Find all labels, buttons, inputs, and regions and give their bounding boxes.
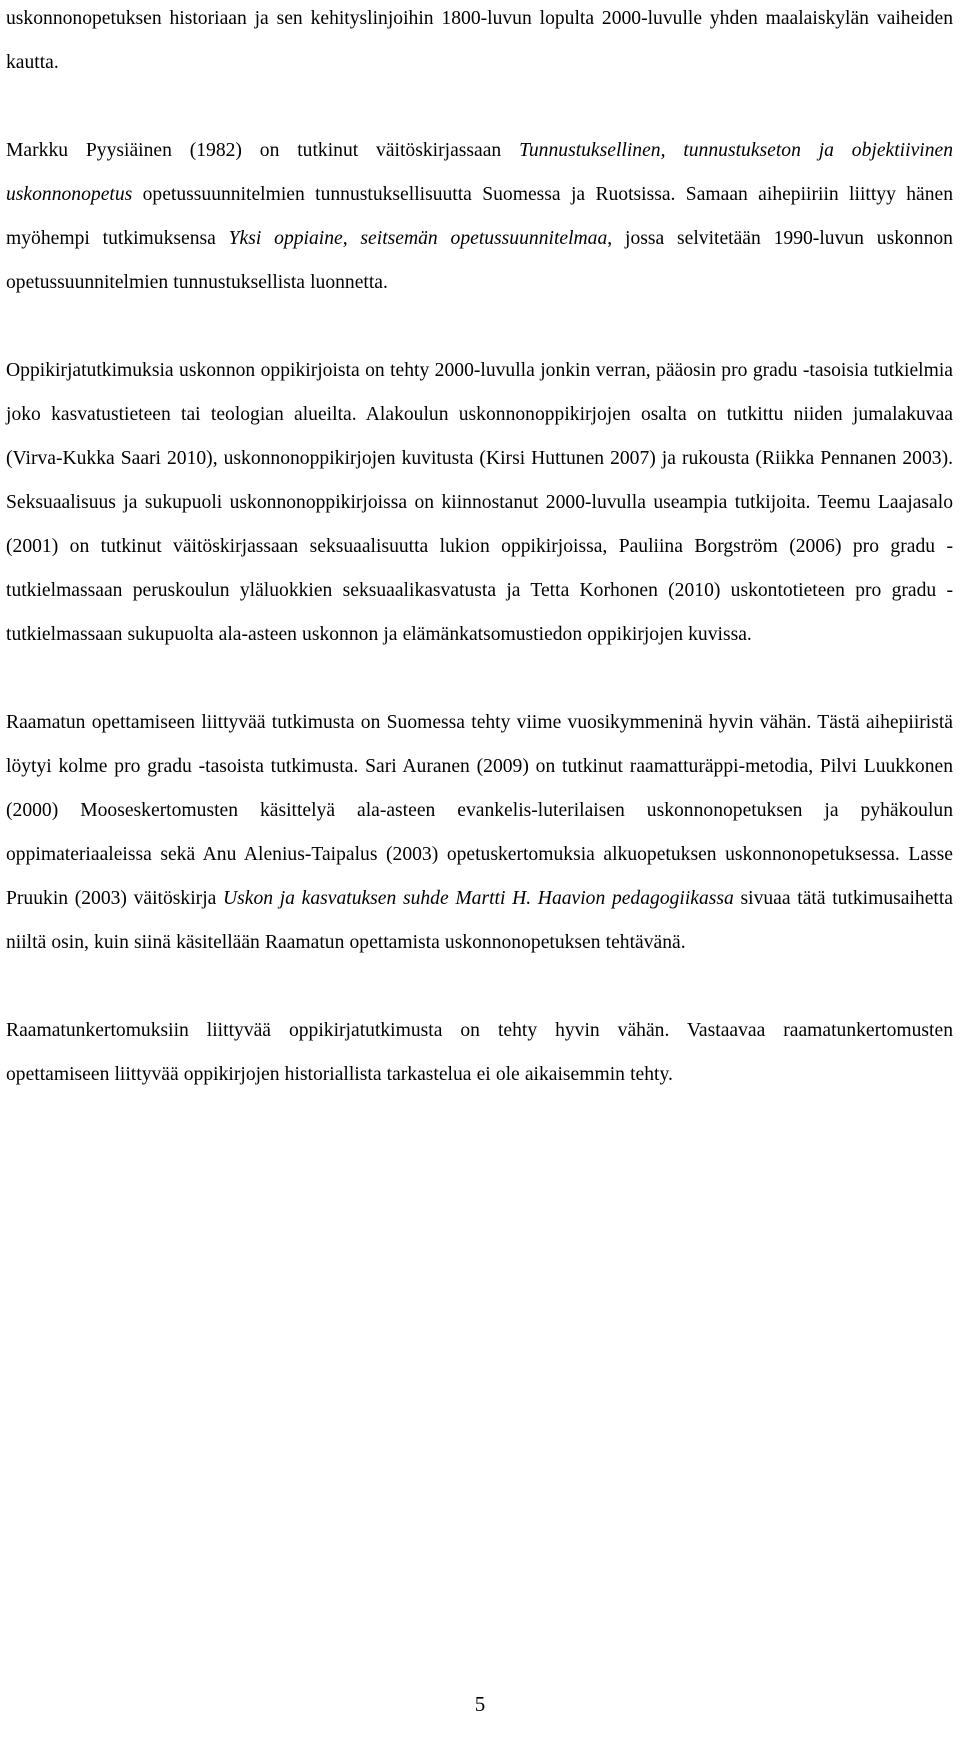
- document-page: [6, 0, 953, 1097]
- paragraph-4-title: Uskon ja kasvatuksen suhde Martti H. Haavion pedagogiikassa: [223, 888, 734, 909]
- paragraph-3: [6, 349, 953, 657]
- paragraph-4-text-b: sivuaa tätä tutkimusaihetta niiltä osin, kuin siinä käsitellään Raamatun opettamista uskonnonopetuksen tehtävänä.: [6, 888, 953, 953]
- paragraph-gap: [6, 305, 953, 349]
- paragraph-2-text-c: , jossa selvitetään 1990-luvun uskonnon opetussuunnitelmien tunnustuksellista luonnetta.: [6, 228, 953, 293]
- paragraph-gap: [6, 657, 953, 701]
- paragraph-4-text-a: Raamatun opettamiseen liittyvää tutkimusta on Suomessa tehty viime vuosikymmeninä hyvin vähän. Tästä aihepiiristä löytyi kolme pro gradu -tasoista tutkimusta. Sari Auranen (2009) on tutkinut raamatturäppi-metodia, Pilvi Luukkonen (2000) Mooseskertomusten käsittelyä ala-asteen evankelis-luterilaisen uskonnonopetuksen ja pyhäkoulun oppimateriaaleissa sekä Anu Alenius-Taipalus (2003) opetuskertomuksia alkuopetuksen uskonnonopetuksessa. Lasse Pruukin (2003) väitöskirja: [6, 712, 953, 909]
- paragraph-4: [6, 701, 953, 965]
- paragraph-5: [6, 1009, 953, 1097]
- paragraph-2-text-b: opetussuunnitelmien tunnustuksellisuutta Suomessa ja Ruotsissa. Samaan aihepiiriin liittyy hänen myöhempi tutkimuksensa: [6, 184, 953, 249]
- paragraph-2-title-2: Yksi oppiaine, seitsemän opetussuunnitelmaa: [228, 228, 608, 249]
- paragraph-2: [6, 129, 953, 305]
- paragraph-2-text-a: Markku Pyysiäinen (1982) on tutkinut väitöskirjassaan: [6, 140, 520, 161]
- paragraph-2-title-1: Tunnustuksellinen, tunnustukseton ja objektiivinen uskonnonopetus: [6, 140, 953, 205]
- paragraph-1-text: uskonnonopetuksen historiaan ja sen kehityslinjoihin 1800-luvun lopulta 2000-luvulle yhden maalaiskylän vaiheiden kautta.: [6, 8, 953, 73]
- page-number: 5: [474, 1692, 486, 1716]
- paragraph-3-text: Oppikirjatutkimuksia uskonnon oppikirjoista on tehty 2000-luvulla jonkin verran, pääosin pro gradu -tasoisia tutkielmia joko kasvatustieteen tai teologian alueilta. Alakoulun uskonnonoppikirjojen osalta on tutkittu niiden jumalakuvaa (Virva-Kukka Saari 2010), uskonnonoppikirjojen kuvitusta (Kirsi Huttunen 2007) ja rukousta (Riikka Pennanen 2003). Seksuaalisuus ja sukupuoli uskonnonoppikirjoissa on kiinnostanut 2000-luvulla useampia tutkijoita. Teemu Laajasalo (2001) on tutkinut väitöskirjassaan seksuaalisuutta lukion oppikirjoissa, Pauliina Borgström (2006) pro gradu -tutkielmassaan peruskoulun yläluokkien seksuaalikasvatusta ja Tetta Korhonen (2010) uskontotieteen pro gradu -tutkielmassaan sukupuolta ala-asteen uskonnon ja elämänkatsomustiedon oppikirjojen kuvissa.: [6, 360, 953, 645]
- paragraph-gap: [6, 85, 953, 129]
- paragraph-gap: [6, 965, 953, 1009]
- paragraph-1: [6, 0, 953, 85]
- paragraph-5-text: Raamatunkertomuksiin liittyvää oppikirjatutkimusta on tehty hyvin vähän. Vastaavaa raamatunkertomusten opettamiseen liittyvää oppikirjojen historiallista tarkastelua ei ole aikaisemmin tehty.: [6, 1020, 953, 1085]
